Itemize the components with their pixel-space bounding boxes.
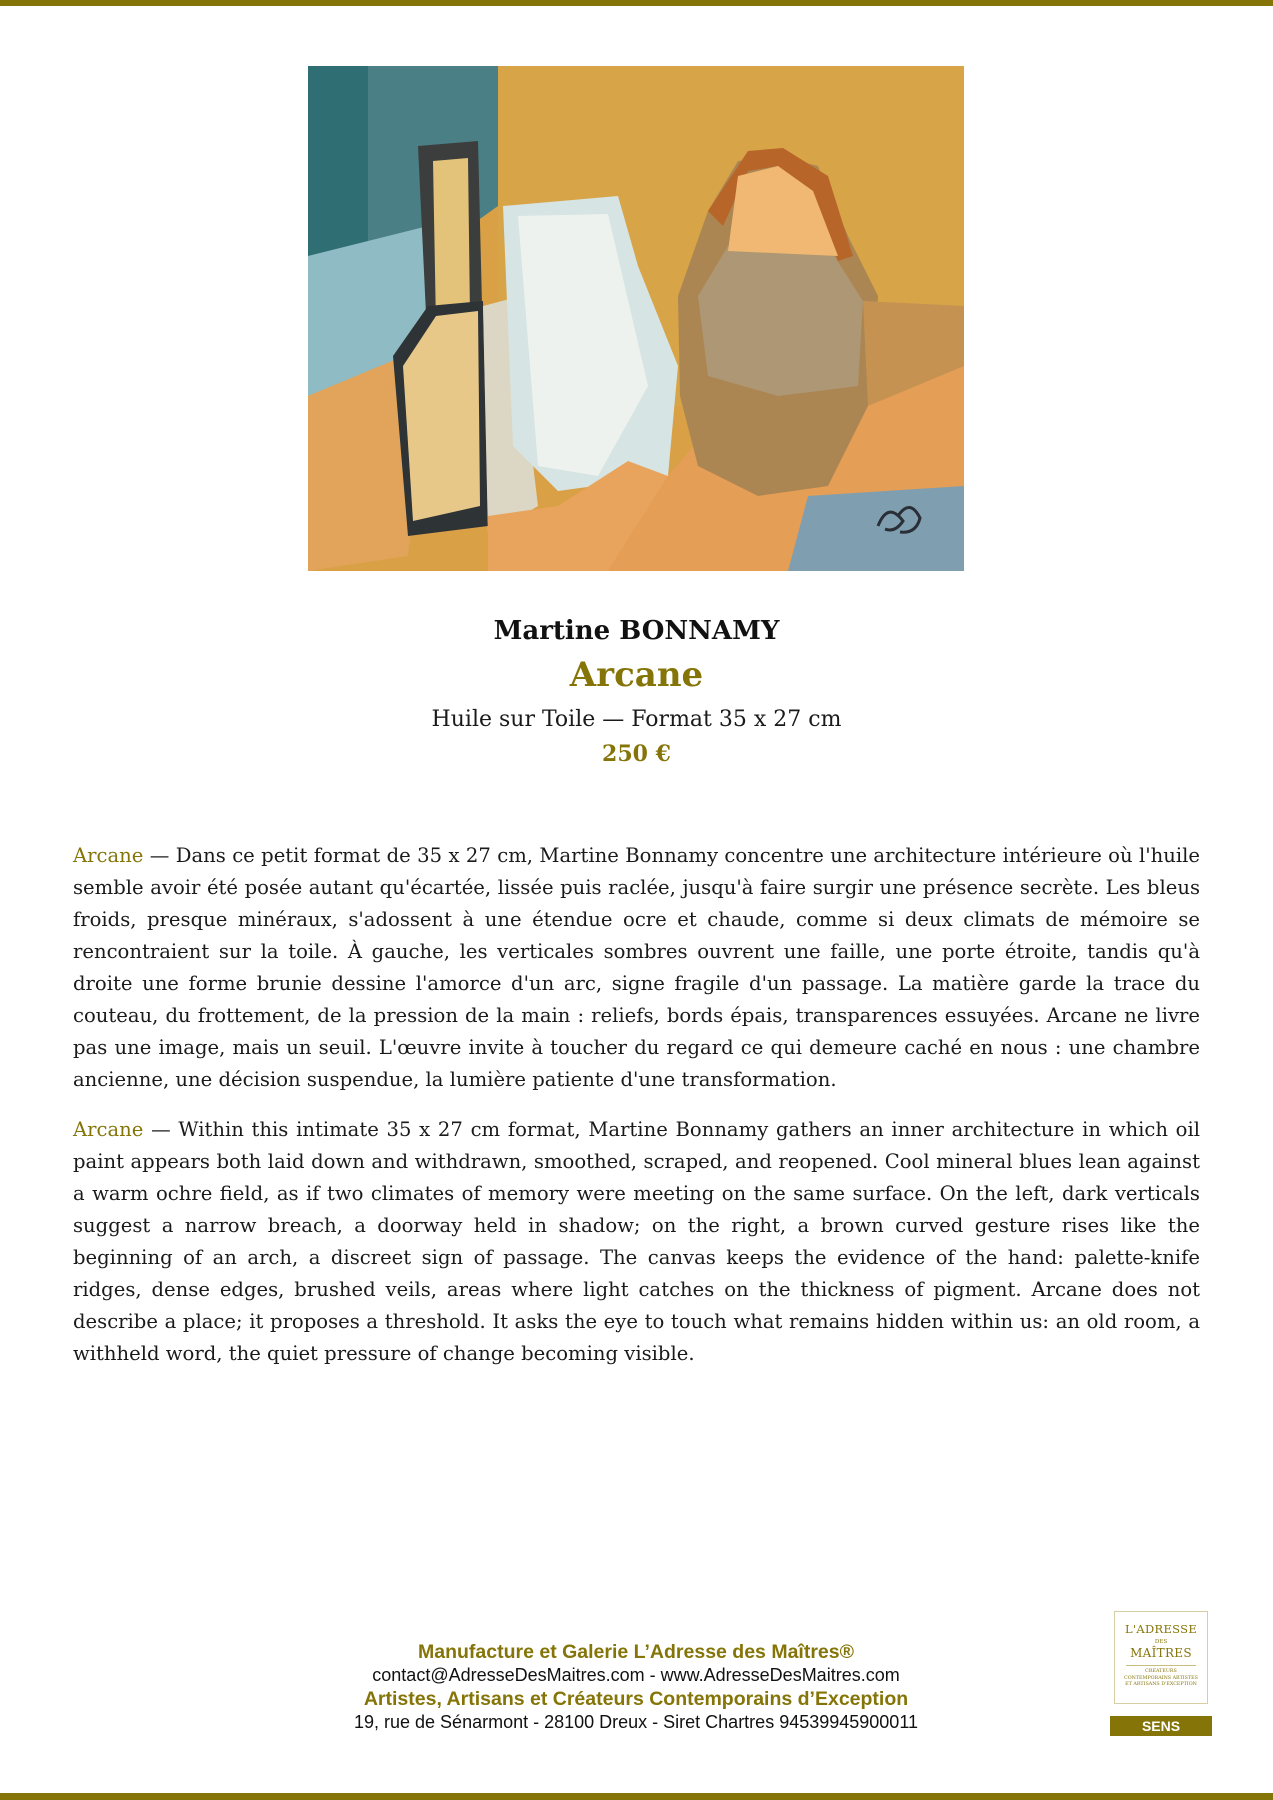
sens-badge: SENS xyxy=(1110,1716,1212,1736)
footer-contact[interactable]: contact@AdresseDesMaitres.com - www.AdresseDesMaitres.com xyxy=(372,1665,900,1685)
footer-address: 19, rue de Sénarmont - 28100 Dreux - Siret Chartres 94539945900011 xyxy=(353,1712,919,1732)
logo-line-4: CRÉATEURS CONTEMPORAINS ARTISTES ET ARTISANS D'EXCEPTION xyxy=(1124,1669,1198,1687)
top-border xyxy=(0,0,1273,6)
description-french-text: — Dans ce petit format de 35 x 27 cm, Martine Bonnamy concentre une architecture intérieure où l'huile semble avoir été posée autant qu'écartée, lissée puis raclée, jusqu'à faire surgir une présence secrète. Les bleus froids, presque minéraux, s'adossent à une étendue ocre et chaude, comme si deux climats de mémoire se rencontraient sur la toile. À gauche, les verticales sombres ouvrent une faille, une porte étroite, tandis qu'à droite une forme brunie dessine l'amorce d'un arc, signe fragile d'un passage. La matière garde la trace du couteau, du frottement, de la pression de la main : reliefs, bords épais, transparences essuyées. Arcane ne livre pas une image, mais un seuil. L'œuvre invite à toucher du regard ce qui demeure caché en nous : une chambre ancienne, une décision suspendue, la lumière patiente d'une transformation. xyxy=(73,844,1200,1091)
logo-line-2: DES xyxy=(1154,1639,1168,1645)
artwork-price: 250 € xyxy=(602,741,671,767)
artwork-image xyxy=(308,66,964,571)
artwork-header xyxy=(0,612,1273,770)
footer xyxy=(230,1640,1042,1734)
footer-gallery-name: Manufacture et Galerie L’Adresse des Maîtres® xyxy=(418,1641,854,1663)
footer-tagline: Artistes, Artisans et Créateurs Contemporains d’Exception xyxy=(363,1688,909,1710)
logo-line-3: MAÎTRES xyxy=(1130,1646,1192,1660)
artist-name: Martine BONNAMY xyxy=(493,616,780,646)
description-english-text: — Within this intimate 35 x 27 cm format, Martine Bonnamy gathers an inner architecture in which oil paint appears both laid down and withdrawn, smoothed, scraped, and reopened. Cool mineral blues lean against a warm ochre field, as if two climates of memory were meeting on the same surface. On the left, dark verticals suggest a narrow breach, a doorway held in shadow; on the right, a brown curved gesture rises like the beginning of an arch, a discreet sign of passage. The canvas keeps the evidence of the hand: palette-knife ridges, dense edges, brushed veils, areas where light catches on the thickness of pigment. Arcane does not describe a place; it proposes a threshold. It asks the eye to touch what remains hidden within us: an old room, a withheld word, the quiet pressure of change becoming visible. xyxy=(73,1118,1200,1365)
description-english xyxy=(73,1114,1200,1370)
description-french-lead: Arcane xyxy=(73,844,144,867)
logo-line-1: L'ADRESSE xyxy=(1124,1622,1198,1636)
artwork-title: Arcane xyxy=(569,655,704,695)
gallery-logo xyxy=(1114,1611,1208,1704)
description-english-lead: Arcane xyxy=(73,1118,144,1141)
description-french xyxy=(73,840,1200,1096)
bottom-border xyxy=(0,1793,1273,1800)
artwork-technique: Huile sur Toile — Format 35 x 27 cm xyxy=(431,707,842,732)
logo-divider xyxy=(1126,1665,1196,1666)
